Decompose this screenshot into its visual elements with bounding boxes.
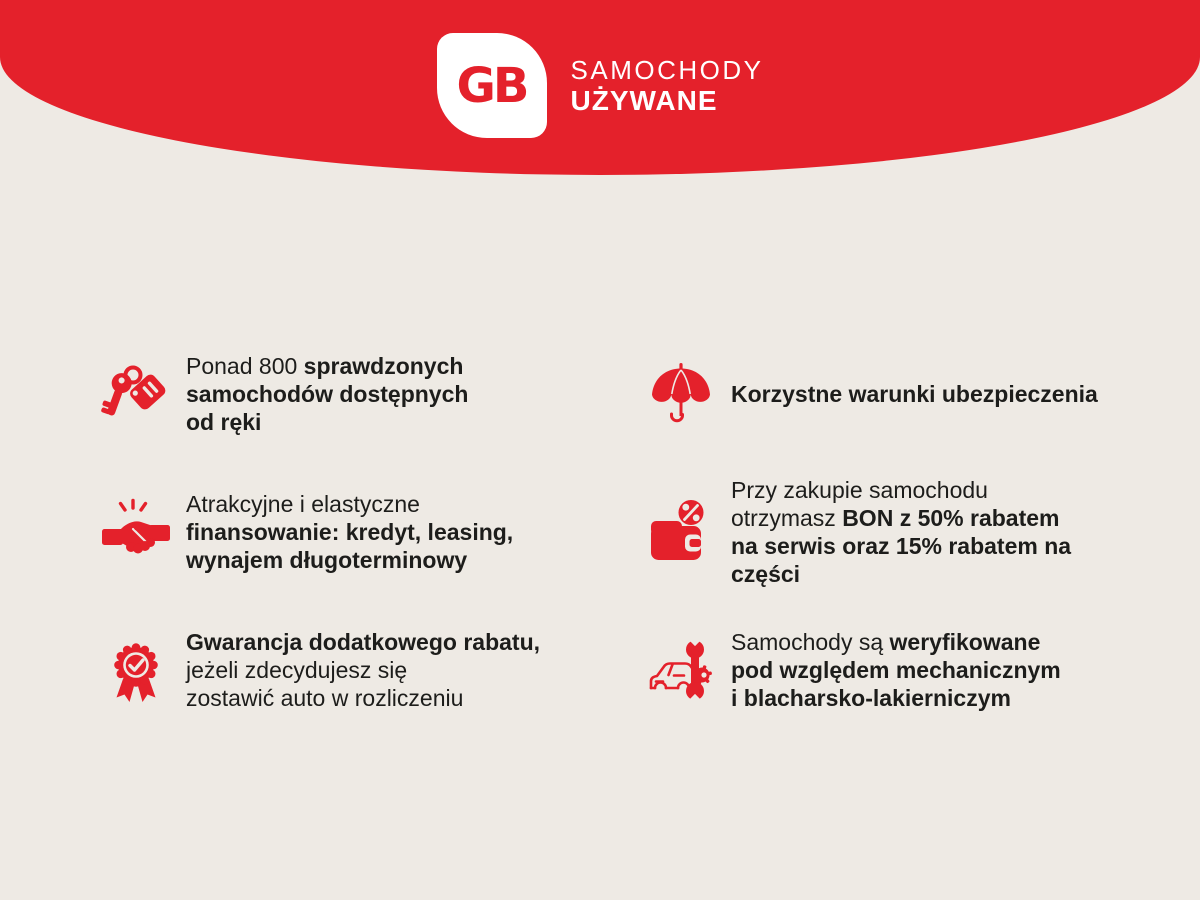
text-run: Gwarancja dodatkowego rabatu,	[186, 629, 541, 655]
feature-text	[731, 380, 1098, 408]
gb-logo	[437, 33, 547, 138]
award-badge-icon	[100, 634, 172, 706]
text-run: zostawić auto w rozliczeniu	[186, 685, 464, 711]
text-run: weryfikowane	[889, 629, 1041, 655]
feature-financing	[100, 476, 645, 588]
text-run: sprawdzonych	[303, 353, 464, 379]
feature-text	[186, 628, 540, 712]
car-service-icon	[645, 634, 717, 706]
text-run: Ponad 800	[186, 353, 304, 379]
text-run: jeżeli zdecydujesz się	[186, 657, 408, 683]
text-run: Korzystne warunki ubezpieczenia	[731, 381, 1098, 407]
text-run: od ręki	[186, 409, 262, 435]
text-run: pod względem mechanicznym	[731, 657, 1061, 683]
car-keys-icon	[100, 358, 172, 430]
text-run: na serwis oraz 15% rabatem na	[731, 533, 1072, 559]
brand-name	[571, 56, 764, 116]
feature-text	[731, 628, 1061, 712]
text-run: i blacharsko-lakierniczym	[731, 685, 1011, 711]
feature-grid	[100, 352, 1100, 712]
text-run: BON z 50% rabatem	[842, 505, 1060, 531]
feature-text	[186, 352, 468, 436]
text-run: Atrakcyjne i elastyczne	[186, 491, 420, 517]
feature-insurance	[645, 352, 1100, 436]
handshake-icon	[100, 496, 172, 568]
text-run: samochodów dostępnych	[186, 381, 469, 407]
text-run: finansowanie: kredyt, leasing,	[186, 519, 514, 545]
text-run: otrzymasz	[731, 505, 843, 531]
brand	[0, 33, 1200, 138]
text-run: Przy zakupie samochodu	[731, 477, 988, 503]
feature-text	[731, 476, 1071, 588]
hero-header	[0, 0, 1200, 175]
text-run: wynajem długoterminowy	[186, 547, 468, 573]
feature-service-voucher	[645, 476, 1100, 588]
brand-name-line1: SAMOCHODY	[570, 54, 764, 85]
feature-trade-in-discount	[100, 628, 645, 712]
brand-name-line2: UŻYWANE	[570, 84, 718, 116]
feature-text	[186, 490, 513, 574]
wallet-percent-icon	[645, 496, 717, 568]
text-run: części	[731, 561, 801, 587]
text-run: Samochody są	[731, 629, 890, 655]
umbrella-icon	[645, 358, 717, 430]
feature-verification	[645, 628, 1100, 712]
gb-logo-text: GB	[456, 57, 527, 114]
feature-available-cars	[100, 352, 645, 436]
